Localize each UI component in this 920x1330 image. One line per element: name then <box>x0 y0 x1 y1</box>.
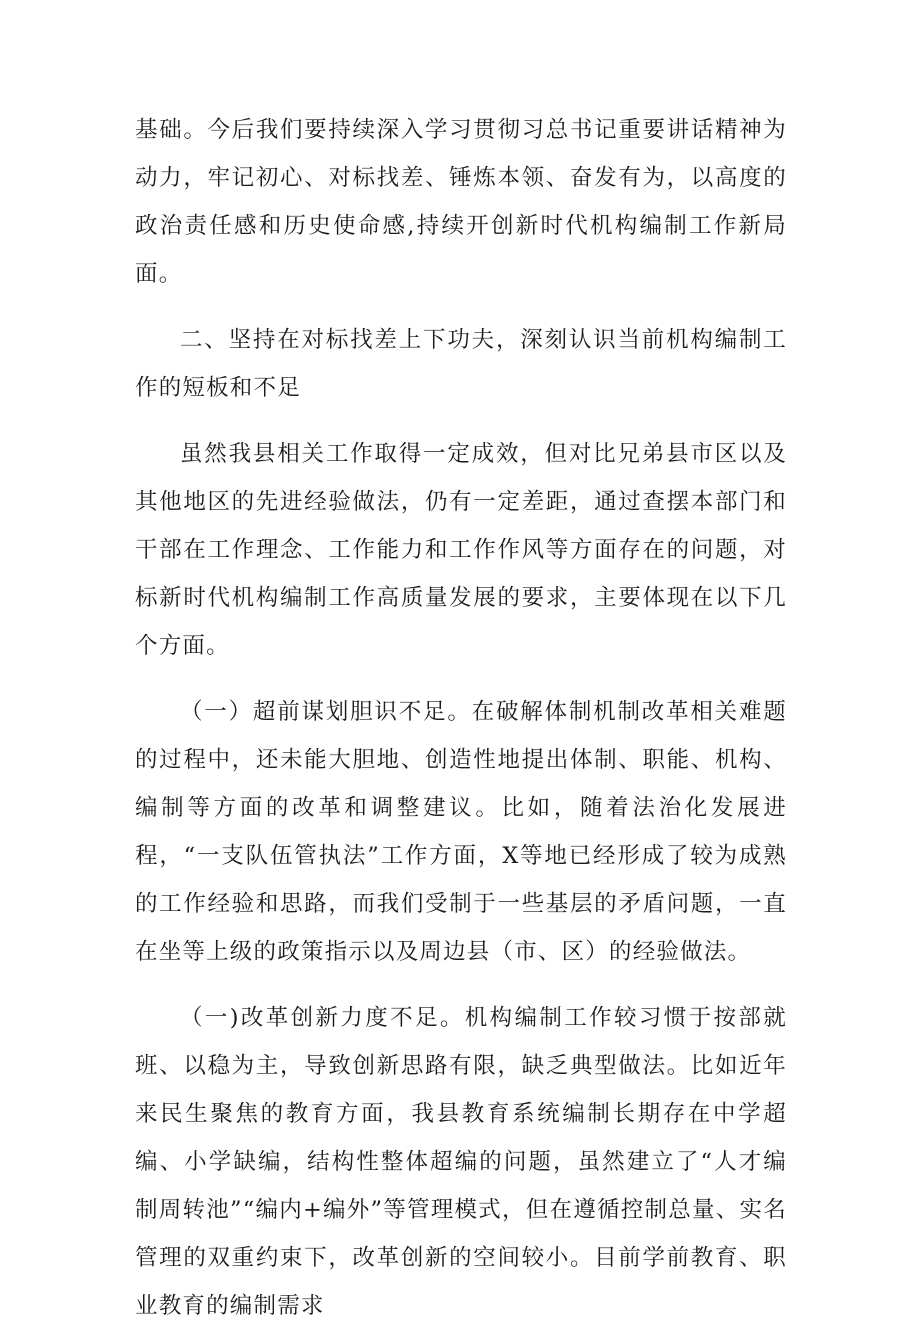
paragraph-item-innovation: （一)改革创新力度不足。机构编制工作较习惯于按部就班、以稳为主，导致创新思路有限，缺乏典型做法。比如近年来民生聚焦的教育方面，我县教育系统编制长期存在中学超编、小学缺编，结构性整体超编的问题，虽然建立了“人才编制周转池”“编内+编外”等管理模式，但在遵循控制总量、实名管理的双重约束下，改革创新的空间较小。目前学前教育、职业教育的编制需求 <box>135 1005 787 1319</box>
paragraph-continuation: 基础。今后我们要持续深入学习贯彻习总书记重要讲话精神为动力，牢记初心、对标找差、锤炼本领、奋发有为，以高度的政治责任感和历史使命感,持续开创新时代机构编制工作新局面。 <box>135 117 787 287</box>
paragraph-overview: 虽然我县相关工作取得一定成效，但对比兄弟县市区以及其他地区的先进经验做法，仍有一定差距，通过查摆本部门和干部在工作理念、工作能力和工作作风等方面存在的问题，对标新时代机构编制工作高质量发展的要求，主要体现在以下几个方面。 <box>135 441 787 659</box>
paragraph-item-planning: （一）超前谋划胆识不足。在破解体制机制改革相关难题的过程中，还未能大胆地、创造性地提出体制、职能、机构、编制等方面的改革和调整建议。比如，随着法治化发展进程，“一支队伍管执法”工作方面，X等地已经形成了较为成熟的工作经验和思路，而我们受制于一些基层的矛盾问题，一直在坐等上级的政策指示以及周边县（市、区）的经验做法。 <box>135 699 787 965</box>
section-heading: 二、坚持在对标找差上下功夫，深刻认识当前机构编制工作的短板和不足 <box>135 327 787 401</box>
document-body <box>135 106 787 1330</box>
